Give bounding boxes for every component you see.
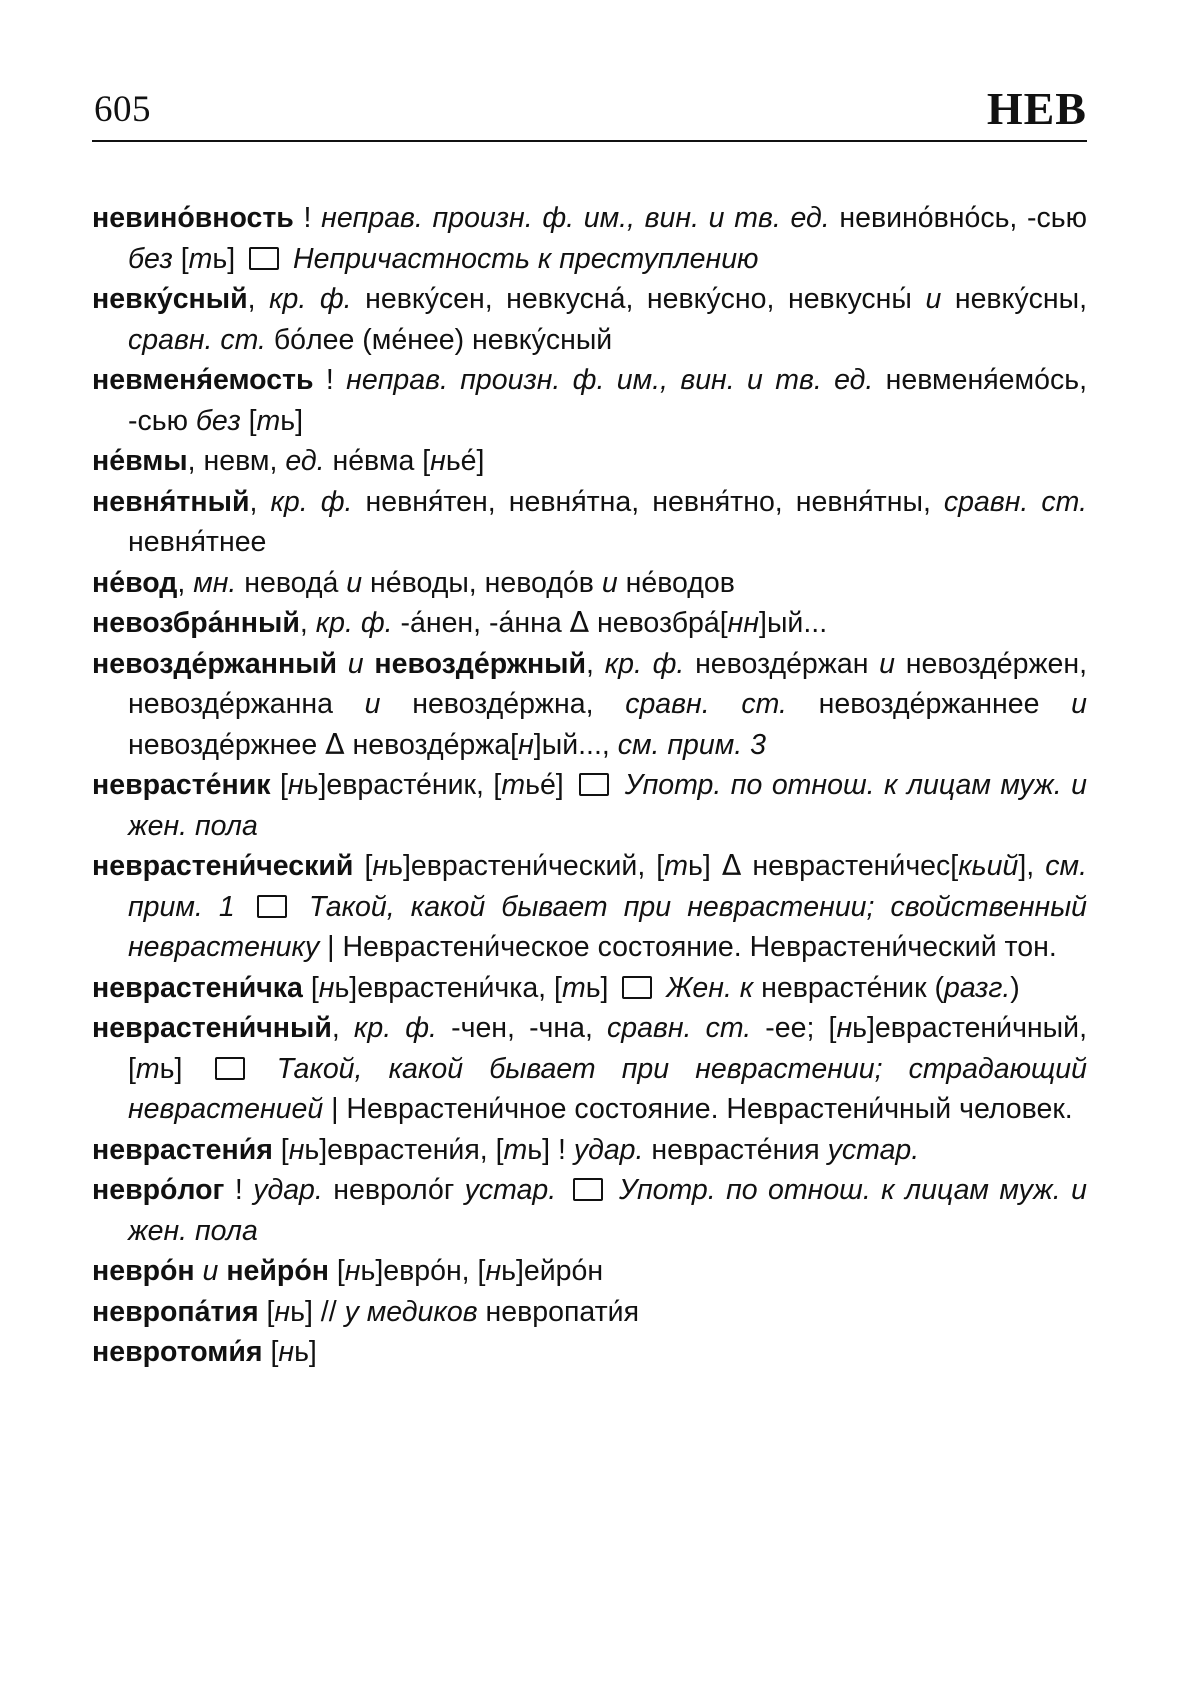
entry-text: ]ый... [759, 607, 828, 639]
entry-text [364, 648, 375, 680]
dictionary-entry [92, 1170, 1087, 1251]
italic-note: Такой, какой бывает при неврастении; страдающий неврастенией [128, 1052, 1088, 1125]
italic-note: кр. ф. [353, 1012, 437, 1044]
entry-text: [ [272, 1133, 289, 1166]
definition-box-icon [215, 1057, 245, 1080]
italic-note: устар. [827, 1133, 920, 1166]
entry-text: [ [353, 850, 373, 882]
dictionary-entry [92, 198, 1087, 279]
entry-text: ь] [159, 1052, 209, 1085]
entry-text: ье́] [445, 445, 485, 477]
entry-text [556, 1174, 566, 1206]
definition-box-icon [257, 895, 287, 918]
running-head: НЕВ [986, 83, 1087, 134]
italic-note: у медиков [344, 1295, 478, 1328]
headword: невро́лог [92, 1174, 225, 1206]
headword: невозде́ржанный [92, 647, 338, 680]
headword: невменя́емость [92, 364, 314, 396]
italic-note: Употр. по отнош. к лицам муж. и жен. пола [128, 769, 1087, 842]
italic-note: н [430, 445, 446, 477]
italic-note: т [501, 769, 526, 801]
definition-box-icon [579, 773, 609, 796]
headword: невро́н [92, 1255, 195, 1287]
italic-note: ед. [285, 445, 325, 477]
italic-note: см. прим. 1 [128, 850, 1087, 923]
entry-text: ! [224, 1174, 254, 1206]
dictionary-entry [92, 1292, 1087, 1333]
dictionary-entry [92, 968, 1087, 1009]
headword: невропа́тия [92, 1295, 259, 1328]
headword: невозде́ржный [374, 647, 587, 680]
entry-text: не́вма [ [324, 445, 431, 477]
entry-text: , [299, 607, 316, 639]
entry-text: бо́лее (ме́нее) невку́сный [265, 323, 613, 356]
italic-note: неправ. произн. ф. им., вин. и тв. ед. [321, 202, 830, 234]
entry-text: | Неврастени́ческое состояние. Неврастени́ческий тон. [319, 931, 1057, 963]
entry-text: ь] [294, 1336, 317, 1368]
entry-text: невропати́я [477, 1295, 640, 1328]
italic-note: н [318, 971, 335, 1004]
italic-note: сравн. ст. [128, 323, 266, 356]
entry-text: , [586, 647, 605, 680]
entry-text: ь] ! [527, 1133, 574, 1166]
italic-note: устар. [464, 1174, 557, 1206]
headword: неврастени́ческий [92, 850, 354, 882]
entry-text: ь]еврастени́ческий, [ [388, 850, 665, 882]
entry-text: невменя́емо́сь, -сью [128, 364, 1087, 437]
entry-text: ье́] [525, 769, 574, 801]
italic-note: кр. ф. [269, 283, 352, 315]
entry-text: , невм, [187, 445, 286, 477]
definition-box-icon [249, 247, 279, 270]
dictionary-entry [92, 603, 1087, 644]
triangle-icon: Δ [721, 849, 742, 882]
headword: неврастени́чный [92, 1012, 332, 1044]
italic-note: сравн. ст. [607, 1012, 752, 1044]
dictionary-entry [92, 1130, 1087, 1171]
entry-text: невино́вно́сь, -сью [829, 202, 1087, 234]
entry-text: ь] // [290, 1295, 345, 1328]
entry-text: неврасте́ник ( [753, 971, 944, 1004]
entry-text: не́воды, неводо́в [362, 566, 602, 599]
entry-text: ь]еврастени́чка, [ [334, 971, 562, 1004]
entry-text: [ [258, 1295, 275, 1328]
entry-text [195, 1255, 203, 1287]
entry-text: ], [1018, 850, 1046, 882]
dictionary-entry [92, 441, 1087, 482]
entry-text: ь] [280, 404, 304, 437]
definition-box-icon [622, 976, 652, 999]
entry-text: | Неврастени́чное состояние. Неврастени́чный человек. [323, 1093, 1073, 1125]
entry-text: , [249, 485, 271, 518]
entry-text: не́водов [617, 566, 735, 599]
italic-note: н [288, 1133, 305, 1166]
entry-text: неврастени́чес[ [741, 850, 959, 882]
page-number: 605 [94, 89, 151, 130]
entry-text: -ее; [ [751, 1012, 837, 1044]
entry-text: ь]еврастени́я, [ [304, 1133, 504, 1166]
dictionary-entries [92, 198, 1087, 1373]
entry-text: -чен, -чна, [436, 1012, 608, 1044]
italic-note: т [503, 1133, 528, 1166]
headword: не́вмы [92, 445, 188, 477]
entry-text: -а́нен, -а́нна [392, 607, 570, 639]
page-header [92, 82, 1087, 142]
entry-text: , [247, 283, 270, 315]
entry-text: [ [262, 1336, 279, 1368]
italic-note: н [372, 850, 389, 882]
italic-note: н [344, 1255, 361, 1287]
italic-note: Непричастность к преступлению [285, 242, 759, 275]
dictionary-entry [92, 1008, 1087, 1130]
italic-note: н [287, 769, 304, 801]
italic-note: т [561, 971, 586, 1004]
headword: невня́тный [92, 485, 250, 518]
entry-text: невозде́ржан [684, 647, 880, 680]
entry-text: , [177, 566, 194, 599]
entry-text: невозде́ржа[ [344, 728, 519, 761]
entry-text: [ [270, 769, 288, 801]
italic-note: и [364, 688, 381, 720]
headword: неврасте́ник [92, 769, 271, 801]
italic-note: т [256, 404, 281, 437]
entry-text: ь]ейро́н [501, 1255, 604, 1287]
dictionary-entry [92, 563, 1087, 604]
italic-note: н [485, 1255, 502, 1287]
entry-text [337, 648, 348, 680]
headword: невку́сный [92, 283, 248, 315]
entry-text: ь]еврасте́ник, [ [303, 769, 502, 801]
entry-text: невозде́ржен, невозде́ржанна [128, 647, 1088, 720]
dictionary-entry [92, 1251, 1087, 1292]
italic-note: и [925, 283, 942, 315]
entry-text: [ [240, 404, 257, 437]
dictionary-entry [92, 644, 1087, 766]
italic-note: сравн. ст. [625, 688, 787, 720]
dictionary-entry [92, 360, 1087, 441]
entry-text: ь]евро́н, [ [360, 1255, 486, 1287]
headword: не́вод [92, 566, 178, 599]
headword: невино́вность [92, 202, 294, 234]
entry-text: невку́сны, [941, 283, 1087, 315]
italic-note: и [1071, 688, 1087, 720]
dictionary-entry [92, 846, 1087, 968]
entry-text: невода́ [236, 566, 347, 599]
italic-note: и [346, 566, 363, 599]
italic-note: и [202, 1255, 219, 1287]
dictionary-entry [92, 1332, 1087, 1373]
italic-note: и [879, 647, 896, 680]
entry-text: невня́тен, невня́тна, невня́тно, невня́тны, [352, 485, 944, 518]
italic-note: удар. [573, 1133, 644, 1166]
italic-note: Употр. по отнош. к лицам муж. и жен. пола [128, 1174, 1087, 1247]
entry-text: ! [313, 364, 347, 396]
entry-text: ]ый..., [533, 728, 618, 761]
italic-note: кр. ф. [604, 647, 685, 680]
italic-note: кр. ф. [315, 607, 393, 639]
entry-text: невозбра́[ [589, 607, 728, 639]
entry-text: [ [328, 1255, 345, 1287]
italic-note: удар. [253, 1174, 323, 1206]
italic-note: н [836, 1012, 853, 1044]
italic-note: кьий [958, 850, 1019, 882]
entry-text: , [331, 1012, 354, 1044]
entry-text: ь]еврастени́чный, [ [128, 1012, 1087, 1085]
dictionary-entry [92, 279, 1087, 360]
dictionary-entry [92, 482, 1087, 563]
entry-text: [ [302, 971, 319, 1004]
italic-note: н [518, 728, 534, 761]
entry-text: неврасте́ния [643, 1133, 828, 1166]
italic-note: Такой, какой бывает при неврастении; свойственный неврастенику [128, 890, 1088, 963]
italic-note: кр. ф. [270, 485, 353, 518]
italic-note: без [128, 242, 173, 275]
entry-text: невня́тнее [128, 526, 267, 558]
entry-text: ь] [585, 971, 617, 1004]
entry-text: ) [1010, 971, 1020, 1004]
italic-note: мн. [193, 566, 237, 599]
entry-text [235, 891, 251, 923]
italic-note: и [347, 647, 364, 680]
italic-note: сравн. ст. [943, 485, 1087, 518]
italic-note: неправ. произн. ф. им., вин. и тв. ед. [346, 364, 874, 396]
entry-text: невку́сен, невкусна́, невку́сно, невкусны́ [351, 283, 926, 315]
italic-note: т [664, 850, 688, 882]
entry-text: невроло́г [322, 1174, 465, 1206]
entry-text: невозде́ржаннее [786, 688, 1072, 720]
headword: невозбра́нный [92, 607, 300, 639]
italic-note: разг. [944, 971, 1011, 1004]
italic-note: см. прим. 3 [617, 728, 766, 761]
entry-text: ! [293, 202, 322, 234]
entry-text: невозде́ржна, [380, 688, 626, 720]
entry-text: ь] [687, 850, 722, 882]
headword: неврастени́я [92, 1133, 273, 1166]
italic-note: без [195, 404, 241, 437]
headword: нейро́н [226, 1255, 329, 1287]
dictionary-entry [92, 765, 1087, 846]
italic-note: нн [727, 607, 760, 639]
italic-note: т [135, 1052, 160, 1085]
headword: невротоми́я [92, 1336, 263, 1368]
entry-text: [ [172, 242, 189, 275]
italic-note: Жен. к [658, 971, 754, 1004]
italic-note: и [601, 566, 618, 599]
entry-text: невозде́ржнее [128, 728, 326, 761]
italic-note: н [278, 1336, 295, 1368]
italic-note: т [188, 242, 213, 275]
triangle-icon: Δ [569, 606, 590, 639]
headword: неврастени́чка [92, 971, 303, 1004]
entry-text: ь] [212, 242, 244, 275]
triangle-icon: Δ [325, 727, 345, 761]
italic-note: н [274, 1295, 291, 1328]
definition-box-icon [573, 1178, 603, 1201]
